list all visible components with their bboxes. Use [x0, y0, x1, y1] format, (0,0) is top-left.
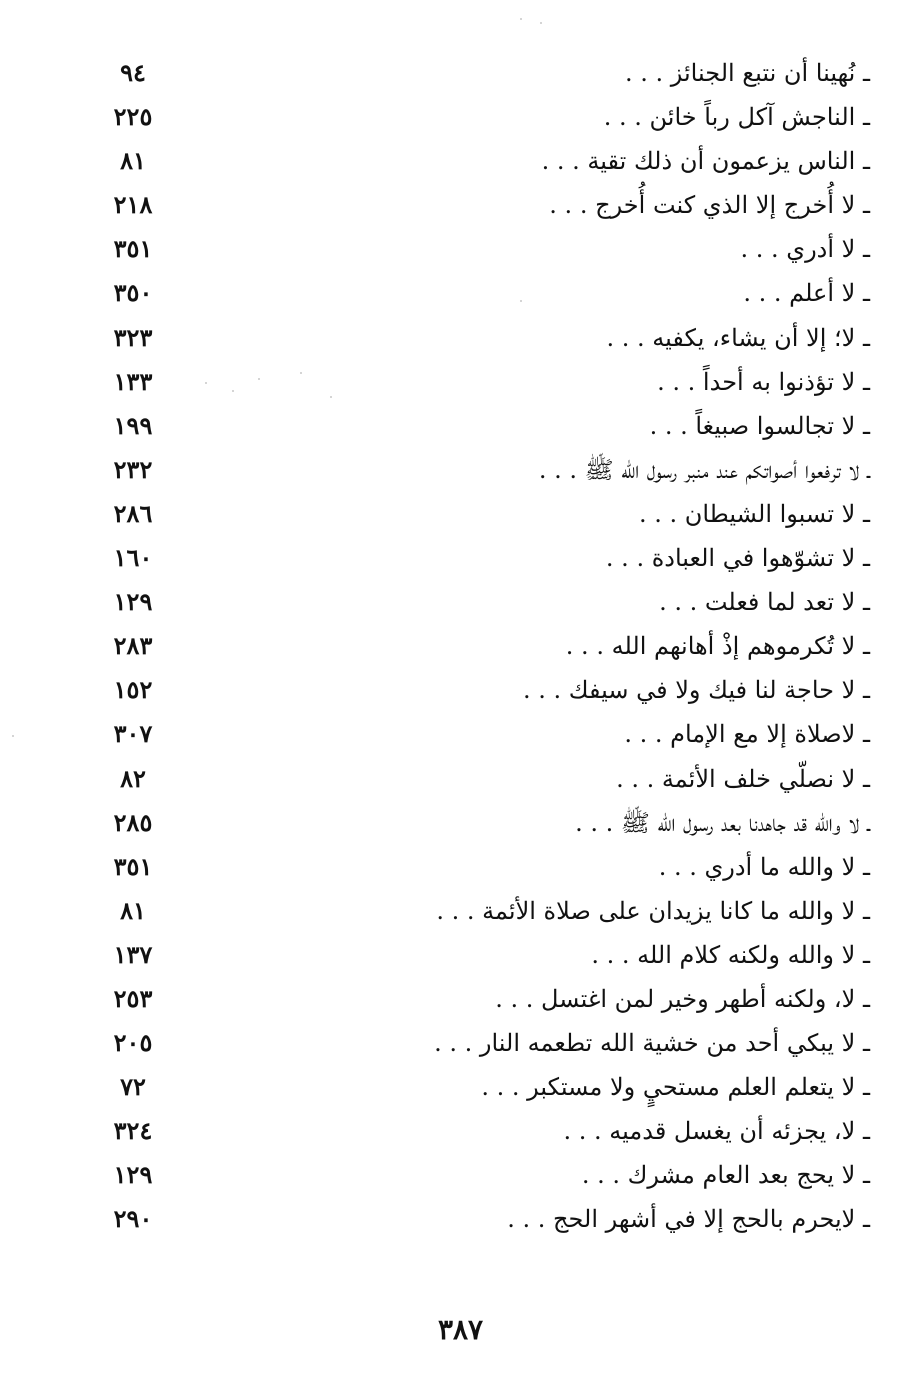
- entry-text: ـ لا يتعلم العلم مستحيٍ ولا مستكبر . . .: [481, 1073, 870, 1102]
- entry-text: ـ لا نصلّي خلف الأئمة . . .: [616, 764, 870, 793]
- scan-speckle: [232, 390, 234, 392]
- entry-page-number: ٨١: [120, 146, 146, 176]
- index-entry: [70, 581, 870, 625]
- index-entry: [70, 978, 870, 1022]
- index-entry: [70, 1198, 870, 1242]
- entry-page-number: ١٢٩: [113, 1160, 153, 1190]
- index-entry: [70, 846, 870, 890]
- entry-page-number: ٣٥١: [113, 851, 153, 881]
- entry-text: ـ لا تجالسوا صبيغاً . . .: [649, 411, 870, 440]
- scan-speckle: [12, 735, 14, 737]
- index-entry: [70, 1066, 870, 1110]
- entry-text: ـ لا والله ما أدري . . .: [658, 852, 870, 881]
- entry-page-number: ١٣٧: [113, 939, 153, 969]
- entry-text: ـ لا تشوّهوا في العبادة . . .: [605, 544, 870, 573]
- index-entry: [70, 52, 870, 96]
- entry-page-number: ٢٨٥: [113, 807, 153, 837]
- entry-text: ـ لا يحج بعد العام مشرك . . .: [581, 1161, 870, 1190]
- entry-text: ـ لا والله ما كانا يزيدان على صلاة الأئمة . . .: [436, 896, 870, 925]
- entry-page-number: ١٥٢: [113, 675, 153, 705]
- entry-text: ـ لا والله قد جاهدنا بعد رسول الله ﷺ . . .: [575, 808, 870, 837]
- entry-text: ـ لا يبكي أحد من خشية الله تطعمه النار . . .: [434, 1029, 870, 1058]
- entry-page-number: ٣٥٠: [113, 278, 153, 308]
- entry-page-number: ٢٠٥: [113, 1028, 153, 1058]
- index-entry: [70, 537, 870, 581]
- entry-page-number: ١٣٣: [113, 366, 153, 396]
- entry-page-number: ٣٥١: [113, 234, 153, 264]
- entry-text: ـ لا أدري . . .: [740, 235, 870, 264]
- index-entry: [70, 317, 870, 361]
- scan-speckle: [300, 372, 302, 374]
- index-entry: [70, 713, 870, 757]
- scan-speckle: [520, 18, 522, 20]
- entry-page-number: ٢٨٦: [113, 498, 153, 528]
- index-entry: [70, 96, 870, 140]
- entry-text: ـ الناس يزعمون أن ذلك تقية . . .: [541, 147, 870, 176]
- index-entry: [70, 405, 870, 449]
- index-entry: [70, 1110, 870, 1154]
- entry-page-number: ١٢٩: [113, 587, 153, 617]
- entry-page-number: ٧٢: [120, 1072, 146, 1102]
- index-entry: [70, 361, 870, 405]
- entry-text: ـ نُهينا أن نتبع الجنائز . . .: [624, 59, 870, 87]
- entry-page-number: ٢٥٣: [113, 983, 153, 1013]
- index-entry: [70, 1022, 870, 1066]
- entry-page-number: ٢٨٣: [113, 631, 153, 661]
- index-entry: [70, 802, 870, 846]
- entry-page-number: ٢٣٢: [113, 454, 153, 484]
- entry-text: ـ لاصلاة إلا مع الإمام . . .: [624, 720, 870, 749]
- entry-text: ـ لا ترفعوا أصواتكم عند منبر رسول الله ﷺ . . .: [538, 455, 870, 484]
- index-entry: [70, 449, 870, 493]
- scan-speckle: [330, 396, 332, 398]
- index-entry: [70, 228, 870, 272]
- index-entry: [70, 140, 870, 184]
- entry-page-number: ١٦٠: [113, 543, 153, 573]
- entry-text: ـ لا؛ إلا أن يشاء، يكفيه . . .: [606, 323, 870, 352]
- entry-text: ـ لايحرم بالحج إلا في أشهر الحج . . .: [507, 1205, 870, 1234]
- index-entry: [70, 669, 870, 713]
- entry-page-number: ٣٠٧: [113, 719, 153, 749]
- entry-text: ـ لا والله ولكنه كلام الله . . .: [591, 940, 870, 969]
- index-entry: [70, 758, 870, 802]
- index-entry: [70, 890, 870, 934]
- entry-text: ـ لا حاجة لنا فيك ولا في سيفك . . .: [522, 676, 870, 705]
- entry-text: ـ لا تعد لما فعلت . . .: [659, 588, 870, 617]
- entry-text: ـ لا تُكرموهم إذْ أهانهم الله . . .: [565, 632, 870, 661]
- entry-page-number: ١٩٩: [113, 410, 153, 440]
- scan-speckle: [520, 300, 522, 302]
- index-entry: [70, 184, 870, 228]
- entry-text: ـ الناجش آكل رباً خائن . . .: [603, 103, 870, 132]
- entry-text: ـ لا تؤذنوا به أحداً . . .: [657, 367, 870, 396]
- entry-page-number: ٢٩٠: [113, 1204, 153, 1234]
- entry-text: ـ لا، يجزئه أن يغسل قدميه . . .: [563, 1117, 870, 1146]
- scan-speckle: [258, 378, 260, 380]
- index-list: [70, 52, 870, 1243]
- entry-page-number: ٢٢٥: [113, 102, 153, 132]
- entry-page-number: ٨١: [120, 895, 146, 925]
- index-entry: [70, 1154, 870, 1198]
- entry-text: ـ لا أُخرج إلا الذي كنت أُخرج . . .: [549, 191, 870, 220]
- entry-page-number: ٨٢: [120, 763, 146, 793]
- entry-page-number: ٢١٨: [113, 190, 153, 220]
- page-number: ٣٨٧: [437, 1313, 484, 1346]
- scan-speckle: [540, 22, 542, 24]
- index-entry: [70, 493, 870, 537]
- entry-text: ـ لا، ولكنه أطهر وخير لمن اغتسل . . .: [495, 984, 870, 1013]
- entry-page-number: ٣٢٤: [113, 1116, 153, 1146]
- index-entry: [70, 272, 870, 316]
- scan-speckle: [205, 382, 207, 384]
- entry-page-number: ٩٤: [120, 58, 146, 87]
- index-entry: [70, 934, 870, 978]
- entry-text: ـ لا تسبوا الشيطان . . .: [638, 499, 870, 528]
- entry-page-number: ٣٢٣: [113, 322, 153, 352]
- index-entry: [70, 625, 870, 669]
- entry-text: ـ لا أعلم . . .: [743, 279, 870, 308]
